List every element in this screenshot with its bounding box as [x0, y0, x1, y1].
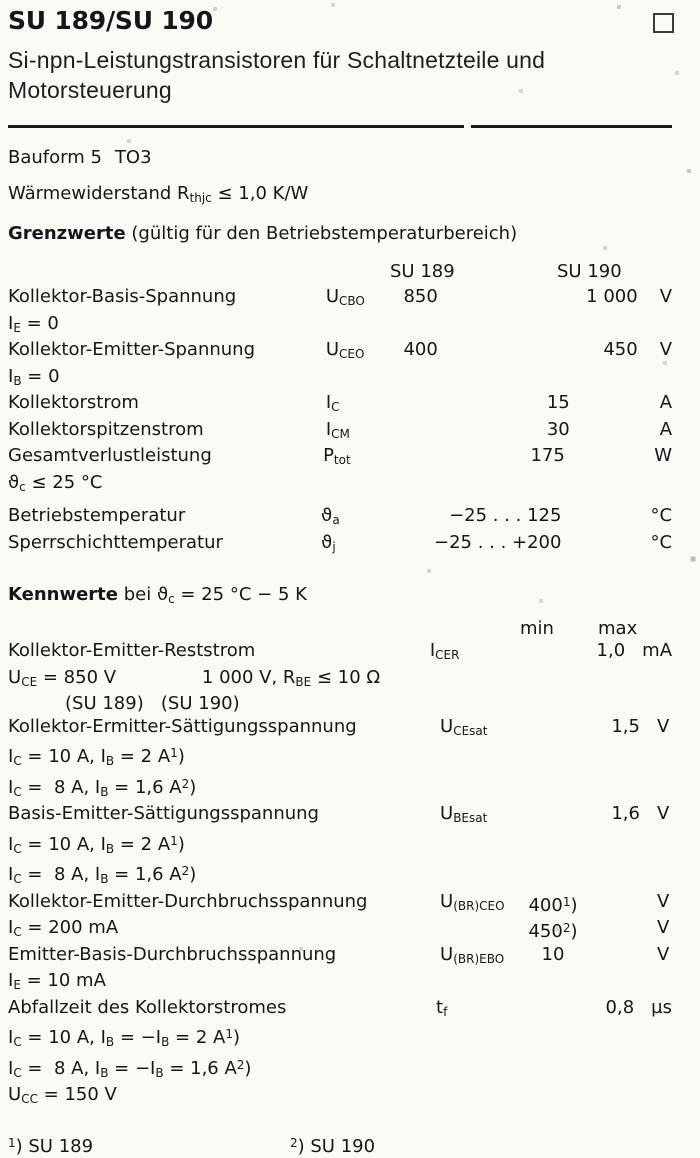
max-value-cell: 1,6	[611, 803, 640, 824]
kennwerte-row	[8, 860, 672, 891]
min-value-cell	[518, 860, 588, 891]
su190-value-cell: 450	[603, 339, 638, 360]
su190-value-cell	[570, 313, 638, 340]
unit-cell: V	[657, 943, 670, 965]
symbol-cell: ϑj	[321, 531, 336, 554]
max-value-cell	[588, 1023, 640, 1054]
param-label-cell: Kollektor-Basis-Spannung	[8, 286, 237, 307]
param-label-cell: Kollektorspitzenstrom	[8, 418, 204, 440]
symbol-cell	[440, 1023, 518, 1054]
symbol-cell: ICM	[325, 418, 350, 441]
divider-rule	[8, 125, 672, 128]
unit-cell	[638, 313, 660, 340]
symbol-cell: U(BR)EBO	[440, 943, 505, 966]
unit-cell: °C	[650, 531, 673, 553]
unit-cell: V	[657, 890, 670, 912]
footnote-su190: $^2$) SU 190	[290, 1135, 376, 1157]
min-value-cell	[518, 667, 588, 694]
unit-cell	[640, 693, 657, 716]
column-header-su190: SU 190	[557, 261, 622, 282]
param-label-cell: Sperrschichttemperatur	[8, 531, 223, 553]
column-header-max: max	[598, 618, 638, 639]
thermal-resistance-line: Wärmewiderstand Rthjc ≤ 1,0 K/W	[8, 183, 309, 205]
grenzwerte-row	[8, 445, 672, 472]
unit-cell	[640, 773, 657, 804]
su189-value-cell	[396, 392, 438, 419]
combined-value-cell: −25 . . . 125	[449, 505, 562, 526]
kennwerte-row	[8, 667, 672, 694]
corner-box-icon	[653, 13, 674, 33]
param-label-cell: ϑc ≤ 25 °C	[8, 471, 103, 494]
kennwerte-heading: Kennwerte bei ϑc = 25 °C − 5 K	[8, 584, 307, 606]
kennwerte-row	[8, 693, 672, 716]
combined-value-cell: 175	[530, 445, 565, 466]
footnote-su189: $^1$) SU 189	[8, 1135, 94, 1157]
unit-cell: W	[654, 445, 672, 466]
symbol-cell: IC	[325, 392, 340, 414]
su190-value-cell	[565, 445, 632, 472]
kennwerte-row	[8, 1054, 672, 1085]
min-value-cell: $400^1$)	[528, 894, 578, 916]
param-label-cell: IE = 0	[8, 312, 59, 335]
unit-cell	[640, 860, 657, 891]
symbol-cell: UCEO	[325, 339, 365, 361]
su190-value-cell	[570, 472, 638, 499]
param-label-cell: UCE = 850 V 1 000 V, RBE ≤ 10 Ω	[8, 666, 381, 689]
su189-value-cell	[396, 419, 438, 446]
unit-cell: V	[657, 917, 670, 938]
unit-cell: mA	[642, 640, 673, 661]
min-value-cell	[518, 803, 588, 830]
unit-cell: V	[657, 715, 670, 737]
symbol-cell	[440, 667, 518, 694]
symbol-cell: tf	[436, 996, 448, 1019]
combined-value-cell	[438, 339, 570, 366]
max-value-cell: 1,0	[596, 640, 626, 661]
unit-cell: V	[657, 803, 670, 824]
symbol-cell: Ptot	[323, 445, 351, 467]
param-label-cell: Kollektor-Emitter-Spannung	[8, 339, 256, 360]
kennwerte-table	[8, 640, 672, 1111]
symbol-cell	[440, 693, 518, 716]
max-value-cell: 1,5	[611, 715, 640, 737]
grenzwerte-row	[8, 419, 672, 446]
grenzwerte-row	[8, 532, 672, 559]
unit-cell: A	[659, 418, 673, 440]
su189-value-cell	[396, 472, 438, 499]
grenzwerte-row	[8, 505, 672, 532]
divider-gap	[464, 125, 471, 128]
grenzwerte-row	[8, 392, 672, 419]
combined-value-cell	[438, 313, 570, 340]
param-label-cell: Kollektor-Emitter-Durchbruchsspannung	[8, 890, 368, 912]
param-label-cell: IC = 8 A, IB = −IB = 1,6 $A^2$)	[8, 1057, 252, 1080]
combined-value-cell: −25 . . . +200	[433, 531, 562, 553]
symbol-cell	[440, 742, 518, 773]
min-value-cell	[518, 970, 588, 997]
param-label-cell: Abfallzeit des Kollektorstromes	[8, 996, 287, 1018]
kennwerte-row	[8, 1023, 672, 1054]
kennwerte-row	[8, 640, 672, 667]
param-label-cell: UCC = 150 V	[8, 1084, 117, 1106]
unit-cell	[640, 742, 657, 773]
max-value-cell: 0,8	[605, 996, 635, 1018]
symbol-cell: UBEsat	[440, 803, 488, 825]
symbol-cell	[326, 366, 396, 393]
unit-cell: V	[659, 286, 673, 307]
unit-cell	[640, 1054, 657, 1085]
kennwerte-row	[8, 773, 672, 804]
unit-cell	[638, 366, 660, 393]
grenzwerte-heading: Grenzwerte (gültig für den Betriebstemperaturbereich)	[8, 223, 518, 244]
max-value-cell	[588, 830, 640, 861]
symbol-cell	[440, 917, 518, 944]
su190-value-cell	[570, 419, 638, 446]
max-value-cell	[588, 693, 640, 716]
grenzwerte-row	[8, 339, 672, 366]
param-label-cell: IC = 200 mA	[8, 917, 119, 939]
min-value-cell	[518, 1084, 588, 1111]
symbol-cell: ICER	[429, 640, 460, 662]
kennwerte-row	[8, 891, 672, 918]
min-value-cell: 10	[541, 943, 565, 965]
param-label-cell: IC = 10 A, IB = 2 $A^1$)	[8, 833, 185, 856]
su189-value-cell	[390, 532, 431, 559]
param-label-cell: IC = 10 A, IB = 2 $A^1$)	[8, 746, 185, 768]
max-value-cell	[588, 1054, 640, 1085]
min-value-cell	[518, 693, 588, 716]
su189-value-cell: 400	[403, 339, 438, 360]
su190-value-cell	[561, 505, 628, 532]
kennwerte-row	[8, 917, 672, 944]
symbol-cell: ϑa	[321, 505, 340, 527]
symbol-cell: UCEsat	[440, 715, 488, 738]
kennwerte-row	[8, 803, 672, 830]
su189-value-cell	[390, 505, 431, 532]
page-title: SU 189/SU 190	[8, 6, 213, 35]
min-value-cell	[513, 997, 582, 1024]
param-label-cell: IE = 10 mA	[8, 970, 106, 992]
page-subtitle: Si-npn-Leistungstransistoren für Schaltnetzteile und Motorsteuerung	[8, 47, 546, 103]
unit-cell	[638, 472, 660, 499]
unit-cell	[640, 667, 657, 694]
max-value-cell	[588, 917, 640, 944]
su189-value-cell: 850	[403, 286, 438, 307]
grenzwerte-row	[8, 366, 672, 393]
param-label-cell: IC = 10 A, IB = −IB = 2 $A^1$)	[8, 1027, 240, 1049]
package-value: TO3	[114, 147, 152, 168]
combined-value-cell	[438, 472, 570, 499]
min-value-cell	[506, 640, 574, 667]
combined-value-cell	[438, 366, 570, 393]
su190-value-cell	[561, 532, 628, 559]
max-value-cell	[588, 773, 640, 804]
symbol-cell	[326, 313, 396, 340]
package-label: Bauform 5	[8, 147, 102, 168]
su190-value-cell	[570, 392, 638, 419]
unit-cell: A	[659, 392, 673, 413]
symbol-cell	[440, 1084, 518, 1111]
max-value-cell	[588, 1084, 640, 1111]
symbol-cell	[440, 830, 518, 861]
max-value-cell	[588, 667, 640, 694]
su189-value-cell	[392, 445, 434, 472]
su189-value-cell	[396, 366, 438, 393]
unit-cell: V	[659, 339, 673, 360]
combined-value-cell	[438, 286, 570, 313]
param-label-cell: IC = 8 A, IB = 1,6 $A^2$)	[8, 864, 197, 886]
package-line	[8, 147, 672, 169]
min-value-cell	[518, 1023, 588, 1054]
param-label-cell: Gesamtverlustleistung	[8, 445, 212, 466]
param-label-cell: IB = 0	[8, 365, 60, 388]
column-header-min: min	[520, 618, 554, 639]
minmax-column-headers	[8, 619, 672, 639]
max-value-cell	[588, 742, 640, 773]
grenzwerte-row	[8, 313, 672, 340]
kennwerte-row	[8, 997, 672, 1024]
param-label-cell: (SU 189) (SU 190)	[65, 693, 240, 714]
param-label-cell: IC = 8 A, IB = 1,6 $A^2$)	[8, 776, 197, 799]
footnotes-row	[8, 1132, 672, 1158]
combined-value-cell: 15	[546, 392, 570, 413]
max-value-cell	[588, 860, 640, 891]
symbol-cell	[440, 773, 518, 804]
max-value-cell	[588, 944, 640, 971]
min-value-cell: $450^2$)	[528, 921, 578, 942]
combined-value-cell: 30	[546, 418, 570, 440]
symbol-cell	[440, 1054, 518, 1085]
su190-value-cell: 1 000	[586, 286, 638, 307]
min-value-cell	[518, 742, 588, 773]
symbol-cell	[440, 970, 518, 997]
min-value-cell	[518, 716, 588, 743]
param-label-cell: Kollektorstrom	[8, 392, 139, 413]
min-value-cell	[518, 830, 588, 861]
kennwerte-row	[8, 716, 672, 743]
param-label-cell: Kollektor-Emitter-Reststrom	[8, 640, 256, 661]
param-label-cell: Betriebstemperatur	[8, 505, 186, 526]
param-label-cell: Emitter-Basis-Durchbruchsspannung	[8, 943, 337, 965]
unit-cell	[640, 830, 657, 861]
grenzwerte-table	[8, 286, 672, 558]
grenzwerte-row	[8, 472, 672, 499]
unit-cell: °C	[650, 505, 673, 526]
max-value-cell	[588, 970, 640, 997]
kennwerte-row	[8, 970, 672, 997]
column-header-su189: SU 189	[390, 261, 455, 282]
unit-cell	[640, 1023, 657, 1054]
symbol-cell	[440, 860, 518, 891]
min-value-cell	[518, 1054, 588, 1085]
param-label-cell: Kollektor-Ermitter-Sättigungsspannung	[8, 715, 357, 737]
max-value-cell	[588, 891, 640, 918]
kennwerte-row	[8, 742, 672, 773]
unit-cell	[640, 1084, 657, 1111]
kennwerte-row	[8, 830, 672, 861]
grenzwerte-row	[8, 286, 672, 313]
symbol-cell: UCBO	[325, 286, 365, 308]
kennwerte-row	[8, 944, 672, 971]
param-label-cell: Basis-Emitter-Sättigungsspannung	[8, 803, 319, 824]
type-column-headers	[8, 261, 672, 283]
min-value-cell	[518, 773, 588, 804]
kennwerte-row	[8, 1084, 672, 1111]
unit-cell: µs	[651, 996, 672, 1018]
symbol-cell: U(BR)CEO	[440, 890, 505, 913]
symbol-cell	[326, 472, 396, 499]
unit-cell	[640, 970, 657, 997]
su189-value-cell	[396, 313, 438, 340]
su190-value-cell	[570, 366, 638, 393]
